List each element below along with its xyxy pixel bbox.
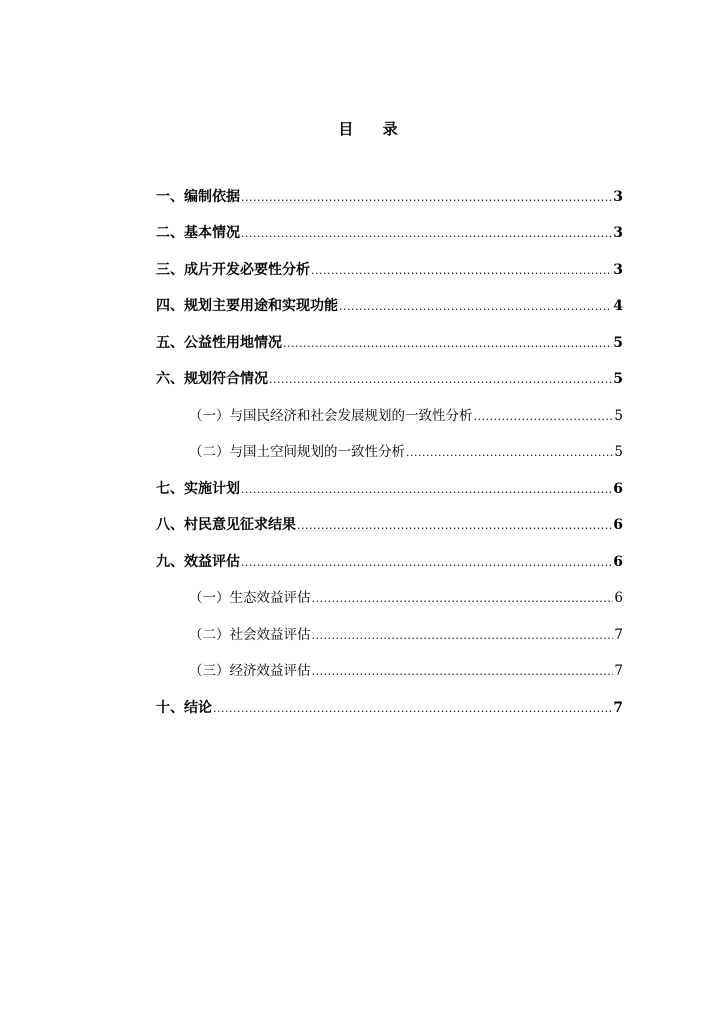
toc-entry-page: 4 — [613, 298, 623, 314]
toc-entry-label: 四、规划主要用途和实现功能 — [156, 298, 338, 314]
toc-entry[interactable] — [156, 279, 623, 316]
toc-entry-page: 7 — [613, 699, 623, 716]
toc-leader-dots — [311, 263, 612, 279]
toc-leader-dots — [241, 482, 612, 498]
toc-entry[interactable] — [156, 461, 623, 498]
toc-entry-label: 七、实施计划 — [156, 480, 240, 497]
toc-subentry[interactable] — [156, 571, 623, 608]
toc-entry-page: 3 — [613, 225, 623, 241]
toc-entry[interactable] — [156, 206, 623, 243]
toc-leader-dots — [312, 628, 614, 644]
toc-subentry[interactable] — [156, 388, 623, 425]
toc-entry-label: 十、结论 — [156, 699, 212, 716]
toc-entry-label: （二）社会效益评估 — [189, 626, 311, 643]
toc-leader-dots — [339, 299, 612, 315]
toc-leader-dots — [474, 409, 614, 425]
toc-leader-dots — [297, 518, 612, 534]
toc-entry[interactable] — [156, 534, 623, 571]
toc-entry-page: 6 — [613, 553, 623, 570]
toc-list — [156, 169, 623, 717]
toc-leader-dots — [312, 591, 614, 607]
toc-entry-page: 3 — [613, 261, 623, 278]
toc-entry[interactable] — [156, 169, 623, 206]
toc-entry-label: 八、村民意见征求结果 — [156, 517, 296, 533]
toc-subentry[interactable] — [156, 607, 623, 644]
toc-entry-page: 3 — [613, 188, 623, 205]
toc-entry-label: 三、成片开发必要性分析 — [156, 261, 310, 278]
toc-leader-dots — [241, 555, 612, 571]
toc-entry[interactable] — [156, 242, 623, 279]
toc-subentry[interactable] — [156, 425, 623, 462]
toc-entry[interactable] — [156, 315, 623, 352]
toc-entry[interactable] — [156, 352, 623, 389]
toc-leader-dots — [241, 190, 612, 206]
toc-leader-dots — [312, 664, 614, 680]
toc-entry-page: 6 — [613, 517, 623, 533]
toc-leader-dots — [213, 701, 612, 717]
toc-entry-page: 5 — [614, 407, 623, 424]
toc-entry-page: 6 — [614, 590, 623, 606]
toc-leader-dots — [241, 226, 612, 242]
toc-entry-label: 二、基本情况 — [156, 225, 240, 241]
toc-entry[interactable] — [156, 498, 623, 535]
toc-entry-page: 5 — [613, 334, 623, 351]
toc-entry-label: （一）与国民经济和社会发展规划的一致性分析 — [189, 407, 473, 424]
toc-title: 目 录 — [338, 120, 410, 138]
toc-leader-dots — [269, 372, 612, 388]
toc-entry-page: 5 — [614, 444, 623, 460]
toc-entry-page: 7 — [614, 663, 623, 679]
toc-entry-label: （一）生态效益评估 — [189, 590, 311, 606]
toc-entry-label: 一、编制依据 — [156, 188, 240, 205]
toc-leader-dots — [283, 336, 612, 352]
toc-entry-page: 7 — [614, 626, 623, 643]
toc-leader-dots — [406, 445, 613, 461]
toc-entry-page: 6 — [613, 480, 623, 497]
toc-entry-label: 六、规划符合情况 — [156, 371, 268, 387]
toc-entry-label: （三）经济效益评估 — [189, 663, 311, 679]
toc-entry-label: 五、公益性用地情况 — [156, 334, 282, 351]
toc-entry-label: 九、效益评估 — [156, 553, 240, 570]
toc-entry-page: 5 — [613, 371, 623, 387]
toc-subentry[interactable] — [156, 644, 623, 681]
toc-entry-label: （二）与国土空间规划的一致性分析 — [189, 444, 405, 460]
toc-entry[interactable] — [156, 680, 623, 717]
